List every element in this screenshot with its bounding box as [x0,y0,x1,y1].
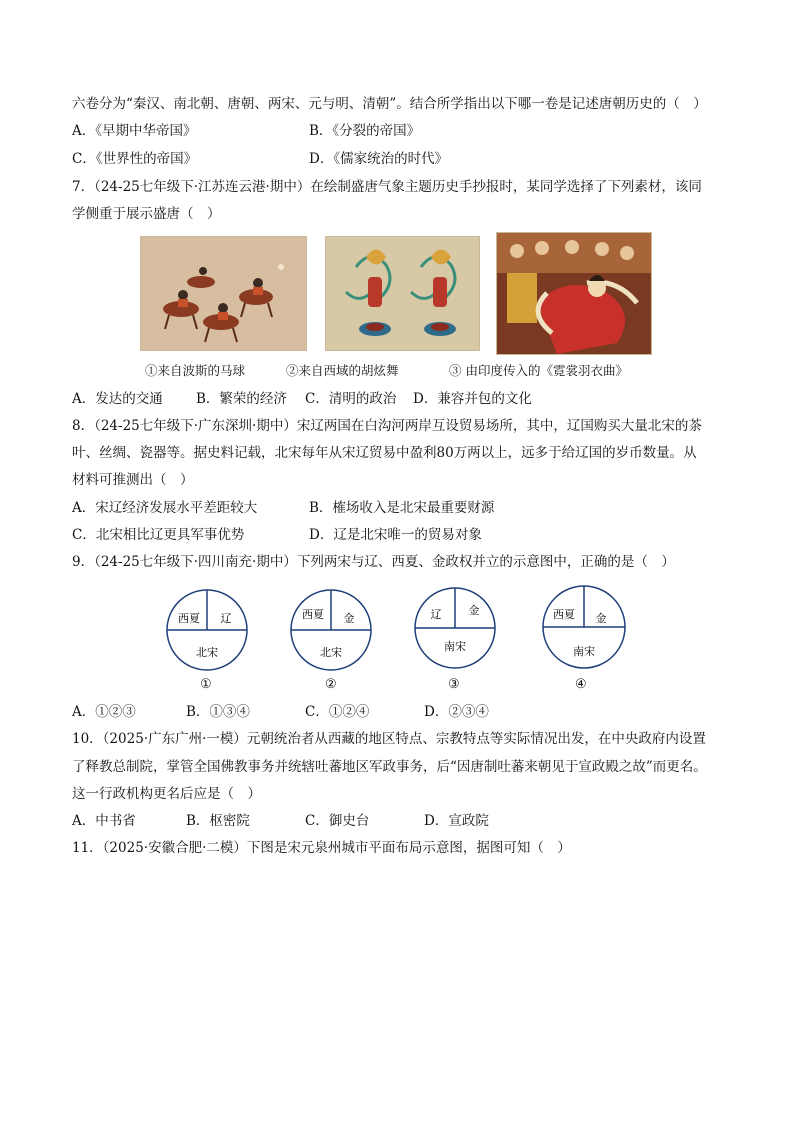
q10-stem-line2: 了释教总制院，掌管全国佛教事务并统辖吐蕃地区军政事务，后“因唐制吐蕃来朝见于宣政殿之故”而更名。 [72,759,707,775]
q8-stem-line2: 叶、丝绸、瓷器等。据史料记载，北宋每年从宋辽贸易中盈利80万两以上，远多于给辽国的岁币数量。从 [72,445,697,461]
diagram-3-bottom: 南宋 [444,640,466,653]
diagram-3-top-left: 辽 [430,608,442,621]
q8-option-d: D．辽是北宋唯一的贸易对象 [309,527,482,543]
caption-huxuan: ②来自西域的胡炫舞 [286,363,399,378]
q10-option-c: C．御史台 [305,813,370,829]
q6-option-d: D．《儒家统治的时代》 [309,151,449,167]
q7-option-d: D．兼容并包的文化 [413,391,532,407]
q7-stem-line1: 7．（24-25七年级下·江苏连云港·期中）在绘制盛唐气象主题历史手抄报时，某同学选择了下列素材，该同 [72,179,702,195]
q10-option-a: A．中书省 [72,813,136,829]
q10-option-b: B．枢密院 [186,813,250,829]
q6-option-b: B．《分裂的帝国》 [309,123,421,139]
q9-stem: 9．（24-25七年级下·四川南充·期中）下列两宋与辽、西夏、金政权并立的示意图中，正确的是（ ） [72,554,675,570]
q10-stem-line1: 10．（2025·广东广州·一模）元朝统治者从西藏的地区特点、宗教特点等实际情况出发，在中央政府内设置 [72,731,706,747]
q6-option-a: A．《早期中华帝国》 [72,123,197,139]
q6-option-c: C．《世界性的帝国》 [72,151,198,167]
diagram-4-top-right: 金 [595,612,607,625]
diagram-3-top-right: 金 [468,604,480,617]
regime-diagram-1 [165,588,249,672]
diagram-4-number: ④ [575,677,587,692]
q8-stem-line3: 材料可推测出（ ） [72,472,194,488]
nishang-yuyi-image [496,232,652,355]
q7-option-c: C．清明的政治 [305,391,397,407]
diagram-2-number: ② [325,677,337,692]
q9-option-c: C．①②④ [305,704,370,720]
diagram-1-bottom: 北宋 [196,646,218,659]
q7-option-a: A．发达的交通 [72,391,163,407]
caption-nishang: ③ 由印度传入的《霓裳羽衣曲》 [449,363,628,378]
diagram-2-bottom: 北宋 [320,646,342,659]
q9-option-b: B．①③④ [186,704,250,720]
polo-mural-image [140,236,307,351]
q7-option-b: B．繁荣的经济 [196,391,287,407]
q11-stem: 11．（2025·安徽合肥·二模）下图是宋元泉州城市平面布局示意图，据图可知（ ） [72,840,571,856]
q8-option-b: B．榷场收入是北宋最重要财源 [309,500,495,516]
diagram-3-number: ③ [448,677,460,692]
q9-option-a: A．①②③ [72,704,136,720]
q8-stem-line1: 8．（24-25七年级下·广东深圳·期中）宋辽两国在白沟河两岸互设贸易场所，其中，辽国购买大量北宋的茶 [72,418,702,434]
diagram-4-top-left: 西夏 [553,608,575,621]
q10-stem-line3: 这一行政机构更名后应是（ ） [72,786,261,802]
diagram-2-top-right: 金 [343,612,355,625]
q8-option-c: C．北宋相比辽更具军事优势 [72,527,245,543]
diagram-1-number: ① [200,677,212,692]
q8-option-a: A．宋辽经济发展水平差距较大 [72,500,258,516]
q7-stem-line2: 学侧重于展示盛唐（ ） [72,206,221,222]
diagram-1-top-left: 西夏 [178,612,200,625]
q6-stem: 六卷分为“秦汉、南北朝、唐朝、两宋、元与明、清朝”。结合所学指出以下哪一卷是记述唐朝历史的（ ） [72,96,707,112]
huxuan-dance-image [325,236,480,351]
diagram-1-top-right: 辽 [220,612,232,625]
diagram-2-top-left: 西夏 [302,608,324,621]
caption-polo: ①来自波斯的马球 [145,363,246,378]
diagram-4-bottom: 南宋 [573,645,595,658]
regime-diagram-4 [541,584,627,670]
regime-diagram-2 [289,588,373,672]
q10-option-d: D．宣政院 [424,813,489,829]
regime-diagram-3 [413,586,497,670]
q9-option-d: D．②③④ [424,704,489,720]
